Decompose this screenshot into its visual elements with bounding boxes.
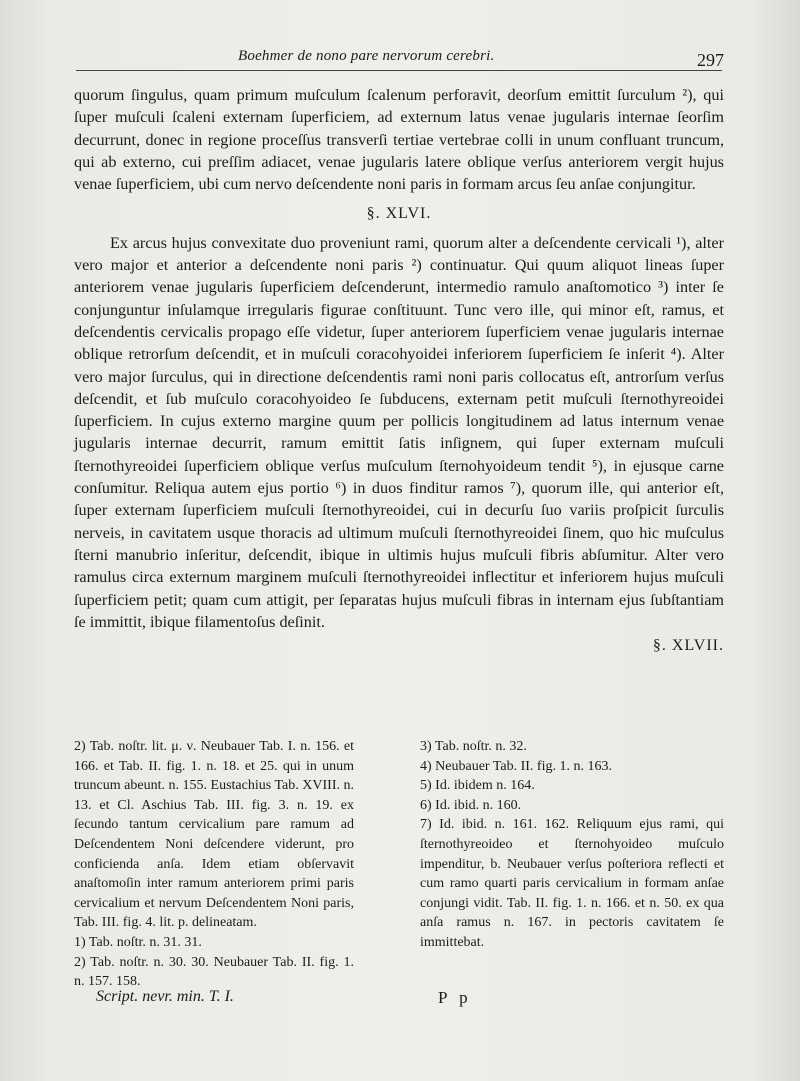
footnote: 1) Tab. noſtr. n. 31. 31. [74, 934, 202, 950]
gathering-signature: P p [438, 988, 472, 1007]
paragraph-intro: quorum ſingulus, quam primum muſculum ſcalenum perforavit, deorſum emittit ſurculum ²), qui ſuper muſculi ſcaleni externam ſuperficiem, ad externum latus venae jugularis internae ſeorſim decurrunt, donec in regione proceſſus transverſi tertiae vertebrae colli in unum confluant truncum, qui ab externo, cui preſſim adiacet, venae jugularis latere oblique verſus anteriorem vergit hujus venae ſuperficiem, ubi cum nervo deſcendente noni paris in formam arcus ſeu anſae conjungitur. [74, 86, 724, 194]
footnotes [74, 737, 724, 992]
section-heading: §. XLVI. [366, 205, 432, 223]
page-footer [96, 988, 706, 1018]
footnotes-left-column [74, 737, 354, 992]
header-rule [76, 70, 722, 71]
footnote: 7) Id. ibid. n. 161. 162. Reliquum ejus rami, qui ſternothyreoideo et ſternohyoideo muſculo impenditur, b. Neubauer verſus poſteriora reflecti et cum ramo quarti paris cervicalium in formam anſae conjungi vidit. Tab. II. fig. 1. n. 166. et n. 50. ex qua anſa ramus n. 167. in pectoris cavitatem ſe immittebat. [420, 817, 724, 950]
main-text [74, 84, 724, 657]
footnote: 5) Id. ibidem n. 164. [420, 778, 535, 794]
running-title: Boehmer de nono pare nervorum cerebri. [238, 48, 495, 64]
footnotes-right-column [420, 737, 724, 992]
footnote: 2) Tab. noſtr. lit. μ. ν. Neubauer Tab. I. n. 156. et 166. et Tab. II. fig. 1. n. 18. et 25. qui in unum truncum abeunt. n. 155. Eustachius Tab. XVIII. n. 13. et Cl. Aschius Tab. III. fig. 3. n. 19. ex ſecundo tantum cervicalium pare ramum ad Deſcendentem Noni deſcendere viderunt, pro conficienda anſa. Idem etiam obſervavit anaſtomoſin inter ramum anteriorem primi paris cervicalium et nervum Deſcendentem Noni paris, Tab. III. fig. 4. lit. p. delineatam. [74, 739, 354, 931]
page-header [0, 44, 800, 68]
paragraph-main: Ex arcus hujus convexitate duo proveniunt rami, quorum alter a deſcendente cervicali ¹), alter vero major et anterior a deſcendente noni paris ²) continuatur. Qui quum aliquot lineas ſuper anteriorem venae jugularis ſuperficiem deſcenderunt, intermedio ramulo anaſtomotico ³) inter ſe conjunguntur inſulamque irregularis figurae conſtituunt. Tunc vero ille, qui minor eſt, ramus, et deſcendentis cervicalis propago eſſe videtur, ſuper anteriorem ſuperficiem venae jugularis internae oblique retrorſum deſcendit, et in muſculi coracohyoidei inferiorem ſuperficiem ſe inſerit ⁴). Alter vero major ſurculus, qui in directione deſcendentis rami noni paris collocatus eſt, antrorſum verſus deſcendit, et ſub muſculo coracohyoideo ſe ſubducens, externam petit muſculi ſternothyreoidei ſuperficiem. In cujus externo margine quum per pollicis longitudinem ad latus internum venae jugularis internae decurrit, ramum emittit ſatis inſignem, qui ſuper externam muſculi ſternothyreoidei ſuperficiem oblique verſus muſculum ſternohyoideum tendit ⁵), in ejusque carne conſumitur. Reliqua autem ejus portio ⁶) in duos finditur ramos ⁷), quorum ille, qui anterior eſt, ſuper externam ſuperficiem muſculi ſternothyreoidei, cui in decurſu ſuo variis proſpicit ſurculis nerveis, in cavitatem usque thoracis ad ultimum muſculi ſternothyreoidei ſinem, quo hic muſculus ſterni manubrio inſeritur, deſcendit, ibique in ultimis hujus muſculi fibris abſumitur. Alter vero ramulus circa externum marginem muſculi ſternothyreoidei inflectitur et inferiorem hujus muſculi ſuperficiem petit; quam cum attigit, per ſeparatas hujus muſculi fibras in internam ejus ſubſtantiam ſe immittit, ibique filamentoſus deſinit. [74, 233, 724, 631]
footnote: 3) Tab. noſtr. n. 32. [420, 739, 527, 754]
next-section-marker: §. XLVII. [652, 637, 724, 655]
page-number: 297 [697, 50, 724, 70]
footnote: 2) Tab. noſtr. n. 30. 30. Neubauer Tab. II. fig. 1. n. 157. 158. [74, 954, 354, 990]
signature-mark: Script. nevr. min. T. I. [96, 988, 234, 1005]
footnote: 4) Neubauer Tab. II. fig. 1. n. 163. [420, 758, 612, 774]
footnote: 6) Id. ibid. n. 160. [420, 797, 522, 813]
